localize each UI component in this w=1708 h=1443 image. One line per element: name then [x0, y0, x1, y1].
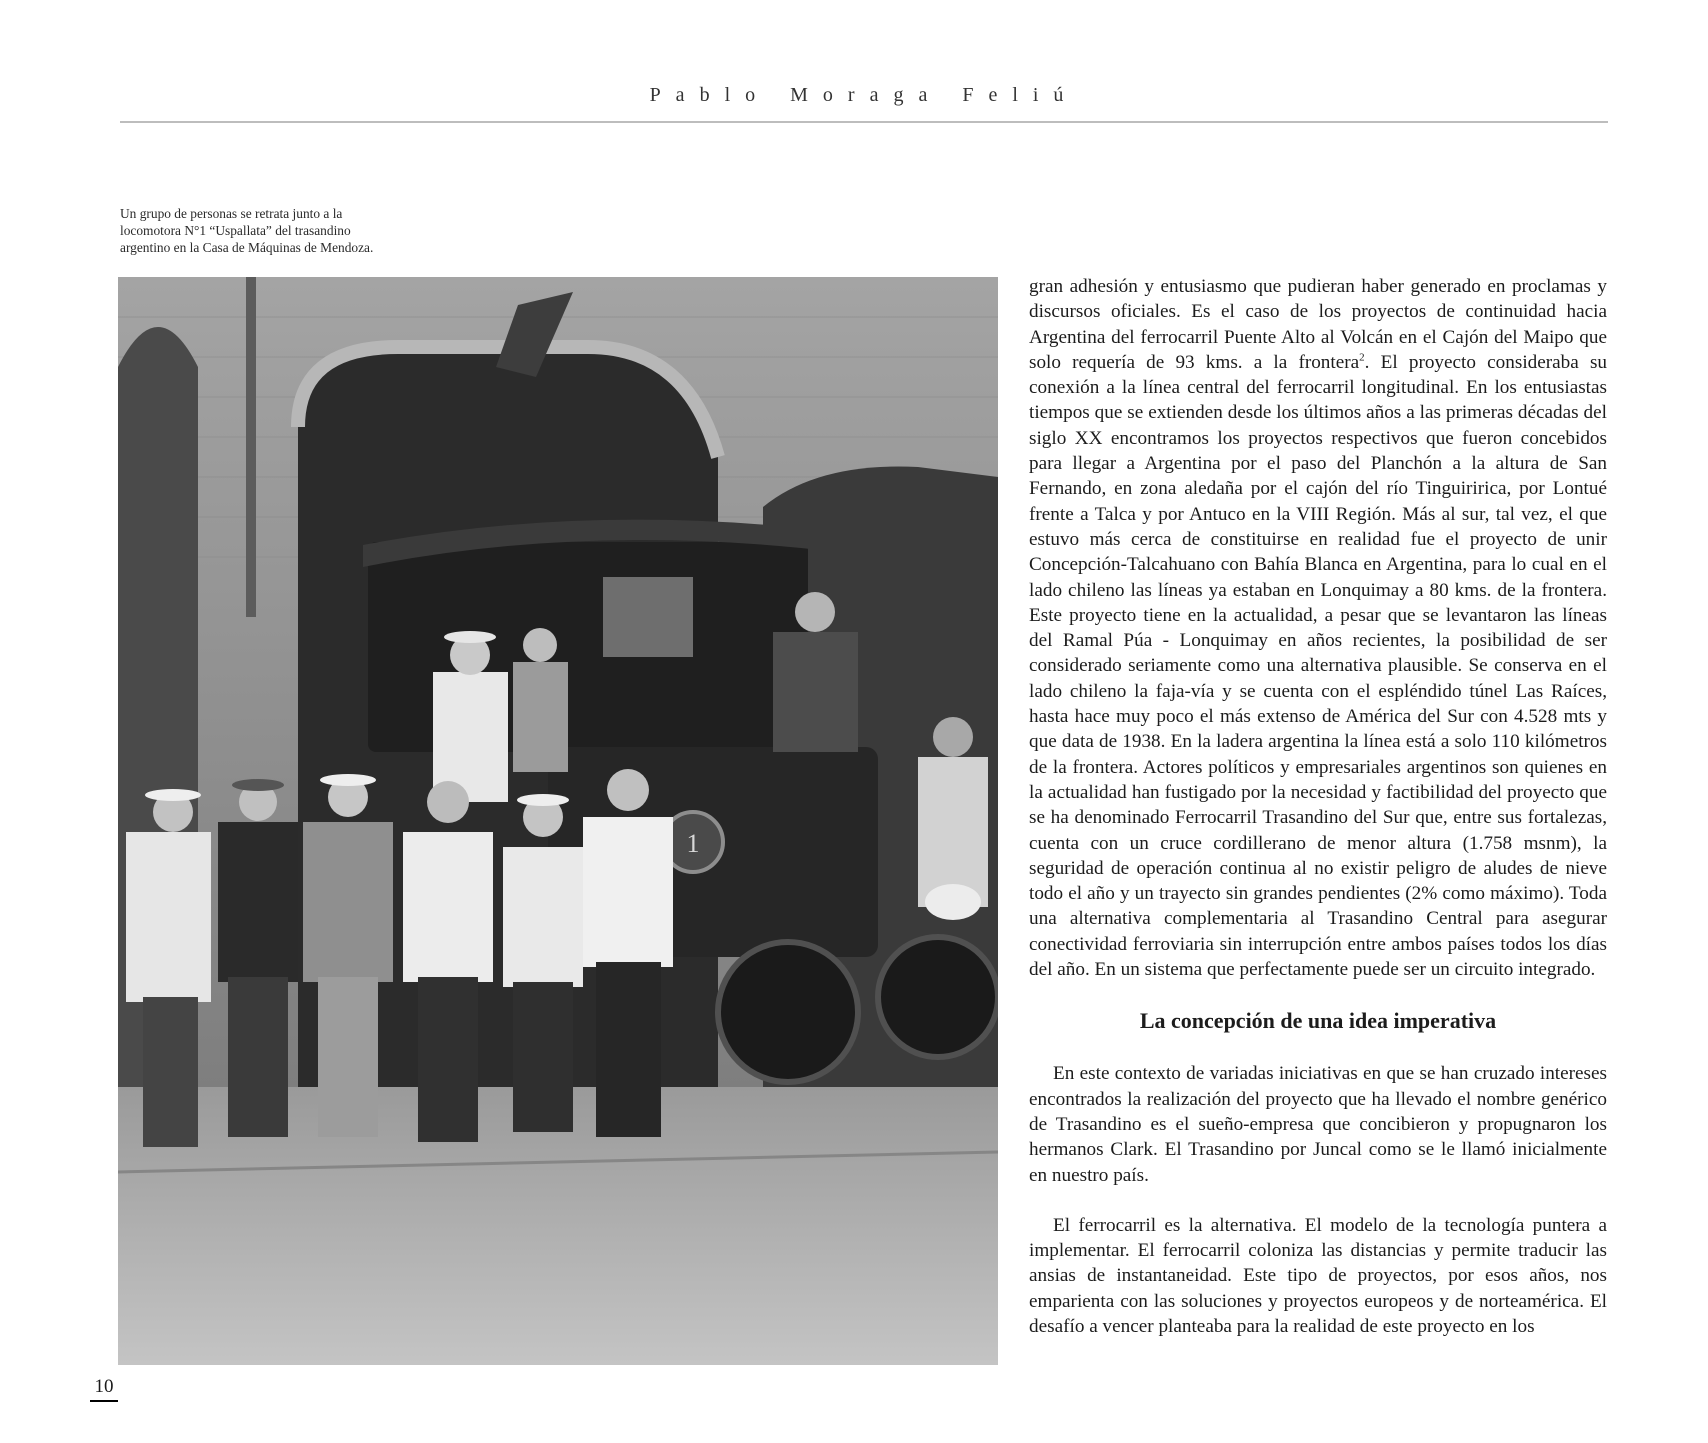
body-text-column — [1029, 274, 1607, 1339]
locomotive-photo — [118, 277, 998, 1365]
paragraph-text: gran adhesión y entusiasmo que pudieran haber generado en proclamas y discursos oficiales. Es el caso de los proyectos de continuidad hacia Argentina del ferrocarril Puente Alto al Volcán en el Cajón del Maipo que solo requería de 93 kms. a la frontera — [1029, 276, 1607, 373]
footnote-reference[interactable]: 2 — [1359, 351, 1365, 364]
wheel — [878, 937, 998, 1057]
caption-line: argentino en la Casa de Máquinas de Mendoza. — [120, 240, 374, 255]
caption-line: Un grupo de personas se retrata junto a la — [120, 206, 343, 221]
page-number: 10 — [90, 1376, 118, 1402]
body-paragraph — [1029, 274, 1607, 982]
body-paragraph: En este contexto de variadas iniciativas en que se han cruzado intereses encontrados la realización del proyecto que ha llevado el nombre genérico de Trasandino es el sueño-empresa que concibieron y propugnaron los hermanos Clark. El Trasandino por Juncal como se le llamó inicialmente en nuestro país. — [1029, 1063, 1607, 1186]
photo-caption — [120, 205, 420, 256]
body-paragraph: El ferrocarril es la alternativa. El modelo de la tecnología puntera a implementar. El ferrocarril coloniza las distancias y permite traducir las ansias de instantaneidad. Este tipo de proyectos, por esos años, nos emparienta con las soluciones y proyectos europeos y de norteamérica. El desafío a vencer planteaba para la realidad de este proyecto en los — [1029, 1214, 1607, 1337]
wheel — [718, 942, 858, 1082]
section-heading: La concepción de una idea imperativa — [1139, 1008, 1497, 1034]
caption-line: locomotora N°1 “Uspallata” del trasandino — [120, 223, 351, 238]
photo-illustration — [118, 277, 998, 1365]
header-rule — [120, 121, 1608, 123]
number-plate-digit: 1 — [686, 829, 700, 858]
drainpipe — [246, 277, 256, 617]
running-head: Pablo Moraga Feliú — [649, 84, 1079, 106]
paragraph-text: . El proyecto consideraba su conexión a la línea central del ferrocarril longitudinal. En los entusiastas tiempos que se extienden desde los últimos años a las primeras décadas del siglo XX encontramos los proyectos respectivos que fueron concebidos para llegar a Argentina por el paso del Planchón a la altura de San Fernando, en zona aledaña por el cajón del río Tinguiririca, por Lontué frente a Talca y por Antuco en la VIII Región. Más al sur, tal vez, el que estuvo más cerca de constituirse en realidad fue el proyecto de unir Concepción-Talcahuano con Bahía Blanca en Argentina, para lo cual en el lado chileno las líneas ya estaban en Lonquimay a 80 kms. de la frontera. Este proyecto tiene en la actualidad, a pesar que se levantaron las líneas del Ramal Púa - Lonquimay en años recientes, la posibilidad de ser considerado seriamente como una alternativa plausible. Se conserva en el lado chileno la faja-vía y se cuenta con el espléndido túnel Las Raíces, hasta hace muy poco el más extenso de América del Sur con 4.528 mts y que data de 1938. En la ladera argentina la línea está a solo 110 kilómetros de la frontera. Actores políticos y empresariales argentinos son quienes en la actualidad han fustigado por la necesidad y factibilidad del proyecto que se ha denominado Ferrocarril Trasandino del Sur que, entre sus fortalezas, cuenta con un cruce cordillerano de menor altura (1.758 msnm), la seguridad de operación continua al no existir peligro de aludes de nieve todo el año y un trayecto sin grandes pendientes (2% como máximo). Toda una alternativa complementaria al Trasandino Central para asegurar conectividad ferroviaria sin interrupción entre ambos países todos los días del año. En un sistema que perfectamente puede ser un circuito integrado. — [1029, 351, 1608, 981]
